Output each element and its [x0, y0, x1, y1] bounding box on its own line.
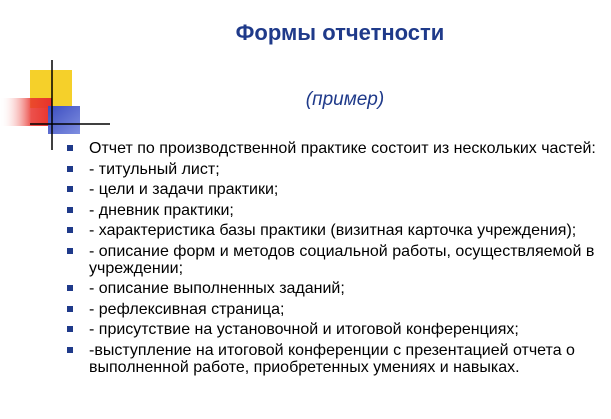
square-bullet-icon — [67, 326, 73, 332]
list-item-text: - характеристика базы практики (визитная карточка учреждения); — [89, 222, 577, 239]
list-item — [64, 181, 609, 198]
list-item — [64, 280, 609, 297]
list-item-text: Отчет по производственной практике состоит из нескольких частей: — [89, 140, 596, 157]
list-item-text: - титульный лист; — [89, 160, 220, 178]
list-item-text: - рефлексивная страница; — [89, 300, 285, 318]
square-bullet-icon — [67, 347, 73, 353]
square-bullet-icon — [67, 285, 73, 291]
list-item — [64, 140, 609, 157]
square-bullet-icon — [67, 186, 73, 192]
report-parts-list — [64, 140, 609, 379]
square-bullet-icon — [67, 207, 73, 213]
list-item-text: - цели и задачи практики; — [89, 181, 279, 198]
list-item — [64, 342, 609, 376]
list-item — [64, 222, 609, 239]
list-item — [64, 321, 609, 338]
list-item-text: - дневник практики; — [89, 201, 234, 219]
list-item — [64, 202, 609, 219]
list-item — [64, 161, 609, 178]
list-item-text: -выступление на итоговой конференции с презентацией отчета о выполненной работе, приобретенных умениях и навыках. — [89, 341, 575, 376]
list-item-text: - присутствие на установочной и итоговой конференциях; — [89, 321, 519, 338]
square-bullet-icon — [67, 166, 73, 172]
slide-title: Формы отчетности — [235, 20, 445, 45]
square-bullet-icon — [67, 227, 73, 233]
list-item — [64, 243, 609, 277]
list-item — [64, 301, 609, 318]
list-item-text: - описание форм и методов социальной работы, осуществляемой в учреждении; — [89, 242, 595, 277]
list-item-text: - описание выполненных заданий; — [89, 280, 345, 297]
colored-squares-logo-icon — [0, 60, 110, 150]
slide-subtitle: (пример) — [305, 89, 385, 110]
square-bullet-icon — [67, 306, 73, 312]
square-bullet-icon — [67, 248, 73, 254]
square-bullet-icon — [67, 145, 73, 151]
